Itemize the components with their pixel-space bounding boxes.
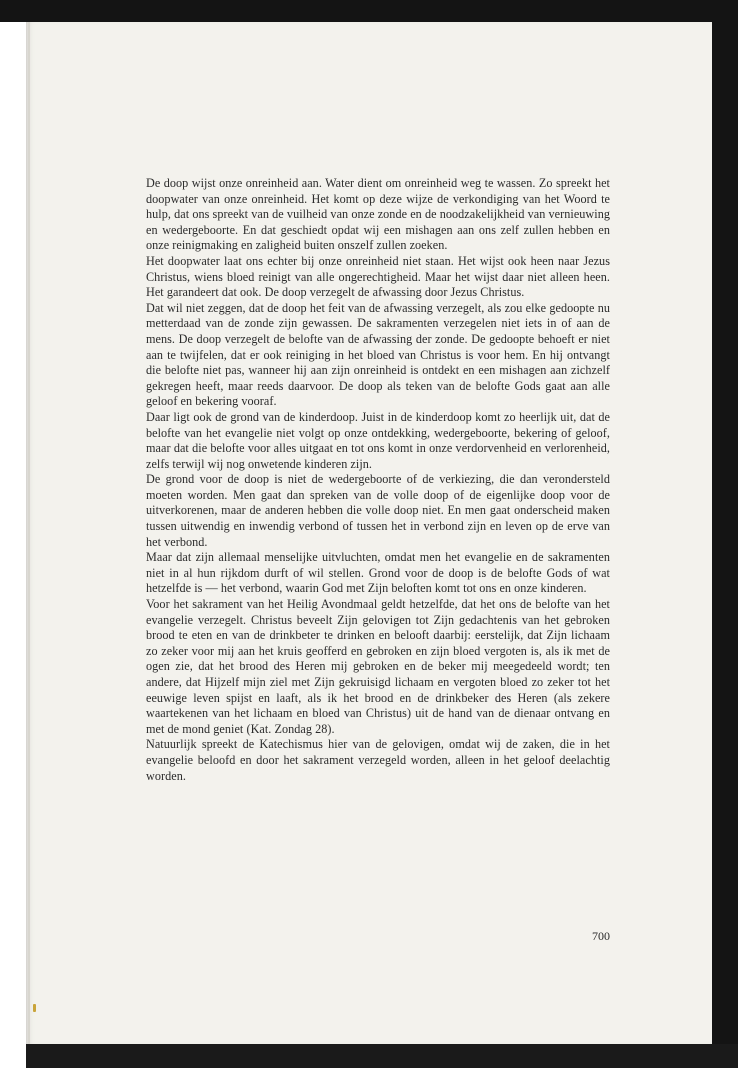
page-number: 700 bbox=[592, 929, 610, 943]
paragraph-4: Daar ligt ook de grond van de kinderdoop. Juist in de kinderdoop komt zo heerlijk uit, dat de belofte van het evangelie niet volgt op onze ontdekking, wedergeboorte, bekering of geloof, maar dat die belofte voor alles uitgaat en tot ons komt in onze verdorvenheid en verlorenheid, zelfs terwijl wij nog onwetende kinderen zijn. bbox=[146, 409, 610, 471]
page-binding-edge bbox=[28, 22, 30, 1044]
paragraph-7: Voor het sakrament van het Heilig Avondmaal geldt hetzelfde, dat het ons de belofte van het evangelie verzegelt. Christus beveelt Zijn gelovigen tot Zijn gedachtenis van het gebroken brood te eten en van de drinkbeter te drinken en belooft daarbij: eerstelijk, dat Zijn lichaam zo zeker voor mij aan het kruis geofferd en gebroken en zijn bloed vergoten is, als ik met de ogen zie, dat het brood des Heren mij gebroken en de beker mij meegedeeld wordt; ten andere, dat Hijzelf mijn ziel met Zijn gekruisigd lichaam en vergoten bloed zo zeker tot het eeuwige leven spijst en laaft, als ik het brood en de drinkbeker des Heren (als zekere waartekenen van het lichaam en bloed van Christus) uit de hand van de dienaar ontvang en met de mond geniet (Kat. Zondag 28). bbox=[146, 597, 610, 736]
scan-border-top bbox=[0, 0, 738, 22]
scan-speck bbox=[33, 1004, 36, 1012]
paragraph-8: Natuurlijk spreekt de Katechismus hier van de gelovigen, omdat wij de zaken, die in het evangelie beloofd en door het sakrament verzegeld worden, alleen in het geloof deelachtig worden. bbox=[146, 737, 610, 783]
paragraph-6: Maar dat zijn allemaal menselijke uitvluchten, omdat men het evangelie en de sakramenten niet in al hun rijkdom durft of wil stellen. Grond voor de doop is de belofte Gods of wat hetzelfde is — het verbond, waarin God met Zijn beloften komt tot ons en onze kinderen. bbox=[146, 550, 610, 596]
scan-border-right bbox=[712, 0, 738, 1068]
paragraph-3: Dat wil niet zeggen, dat de doop het feit van de afwassing verzegelt, als zou elke gedoopte nu metterdaad van de zonde zijn gewassen. De sakramenten verzegelen niet iets in of aan de mens. De doop verzegelt de belofte van de afwassing der zonde. De gedoopte behoeft er niet aan te twijfelen, dat er ook reiniging in het bloed van Christus is voor hem. En hij ontvangt die belofte niet pas, wanneer hij aan zijn onreinheid is ontdekt en een mishagen aan zichzelf gekregen heeft, maar reeds daarvoor. De doop als teken van de belofte Gods gaat aan alle geloof en bekering vooraf. bbox=[146, 300, 610, 409]
paragraph-5: De grond voor de doop is niet de wedergeboorte of de verkiezing, die dan verondersteld moeten worden. Men gaat dan spreken van de volle doop of de eigenlijke doop voor de uitverkorenen, maar de anderen hebben die volle doop niet. En men gaat onderscheid maken tussen uitwendig en inwendig verbond of tussen het in verbond zijn en leven op de erve van het verbond. bbox=[146, 472, 610, 549]
scan-border-bottom bbox=[26, 1044, 738, 1068]
paragraph-2: Het doopwater laat ons echter bij onze onreinheid niet staan. Het wijst ook heen naar Jezus Christus, wiens bloed reinigt van alle ongerechtigheid. Maar het wijst daar niet alleen heen. Het garandeert dat ook. De doop verzegelt de afwassing door Jezus Christus. bbox=[146, 253, 610, 300]
paragraph-1: De doop wijst onze onreinheid aan. Water dient om onreinheid weg te wassen. Zo spreekt het doopwater van onze onreinheid. Het komt op deze wijze de verkondiging van het Woord te hulp, dat ons spreekt van de vuilheid van onze zonde en de noodzakelijkheid van vernieuwing en wedergeboorte. En dat geschiedt opdat wij een mishagen aan ons zelf zullen hebben en onze reinigmaking en zaligheid buiten onszelf zullen zoeken. bbox=[146, 176, 610, 253]
body-text bbox=[146, 176, 610, 784]
